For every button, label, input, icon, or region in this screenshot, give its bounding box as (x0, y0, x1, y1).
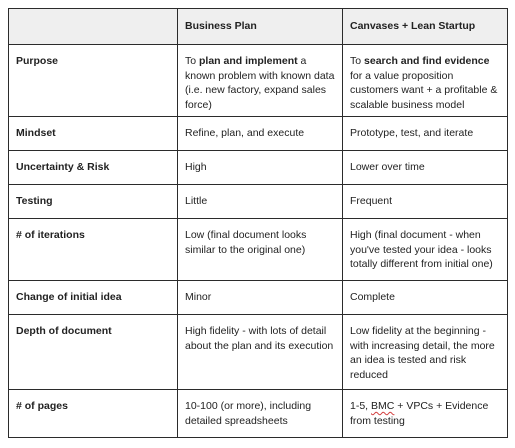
row-label: Purpose (9, 45, 178, 117)
header-empty (9, 9, 178, 45)
header-row (9, 9, 508, 45)
cell-text: + VPCs + Evidence from testing (350, 400, 489, 427)
row-label: Change of initial idea (9, 281, 178, 315)
table-row (9, 185, 508, 219)
cell-business-plan: Refine, plan, and execute (178, 117, 343, 151)
cell-lean-startup: Frequent (343, 185, 508, 219)
cell-business-plan: Minor (178, 281, 343, 315)
spellcheck-flagged-word: BMC (371, 400, 395, 412)
row-label: # of pages (9, 390, 178, 438)
row-label: Uncertainty & Risk (9, 151, 178, 185)
row-label: Mindset (9, 117, 178, 151)
cell-business-plan: High fidelity - with lots of detail about the plan and its execution (178, 315, 343, 390)
cell-lean-startup: Complete (343, 281, 508, 315)
row-label: Depth of document (9, 315, 178, 390)
cell-text: To (185, 55, 200, 67)
row-label: # of iterations (9, 219, 178, 281)
table-row (9, 281, 508, 315)
cell-lean-startup: Prototype, test, and iterate (343, 117, 508, 151)
cell-text: 1-5, (350, 400, 372, 412)
cell-lean-startup: Low fidelity at the beginning - with increasing detail, the more an idea is tested and risk reduced (343, 315, 508, 390)
comparison-table (8, 8, 508, 438)
cell-text: To (350, 55, 365, 67)
cell-business-plan: Low (final document looks similar to the original one) (178, 219, 343, 281)
cell-business-plan: High (178, 151, 343, 185)
cell-business-plan (178, 45, 343, 117)
table-row (9, 117, 508, 151)
row-label: Testing (9, 185, 178, 219)
header-business-plan: Business Plan (178, 9, 343, 45)
cell-text: for a value proposition customers want + a profitable & scalable business model (350, 69, 498, 111)
table-row (9, 151, 508, 185)
table-row (9, 45, 508, 117)
table-row (9, 219, 508, 281)
table-row (9, 315, 508, 390)
cell-lean-startup (343, 45, 508, 117)
cell-lean-startup: Lower over time (343, 151, 508, 185)
cell-business-plan: Little (178, 185, 343, 219)
cell-text: a known problem with known data (i.e. new factory, expand sales force) (185, 55, 335, 111)
cell-lean-startup: High (final document - when you've tested your idea - looks totally different from initial one) (343, 219, 508, 281)
table-row (9, 390, 508, 438)
cell-lean-startup (343, 390, 508, 438)
cell-business-plan: 10-100 (or more), including detailed spreadsheets (178, 390, 343, 438)
cell-emphasis: search and find evidence (364, 55, 490, 67)
header-lean-startup: Canvases + Lean Startup (343, 9, 508, 45)
cell-emphasis: plan and implement (199, 55, 298, 67)
